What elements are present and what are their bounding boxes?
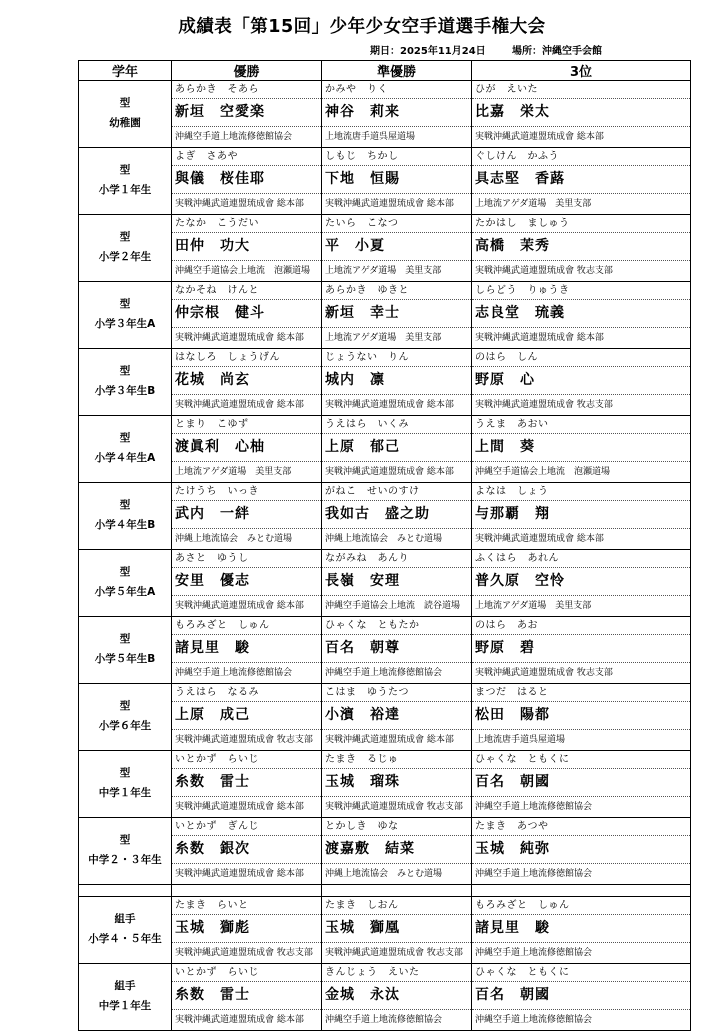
runner-up-kana: うえはら いくみ (322, 416, 471, 434)
table-row (79, 617, 691, 684)
event-type: 型 (119, 231, 131, 244)
runner-up-kana: じょうない りん (322, 349, 471, 367)
third-place-kana: まつだ はると (472, 684, 690, 702)
divider-cell (472, 885, 691, 897)
third-place-club: 沖縄空手道上地流修徳館協会 (475, 948, 593, 958)
runner-up-kana: きんじょう えいた (322, 964, 471, 982)
category-cell (79, 349, 172, 416)
runner-up-kana: たまき しおん (322, 897, 471, 915)
third-place-kana: たかはし ましゅう (472, 215, 690, 233)
winner-kana: なかそね けんと (172, 282, 321, 300)
third-place-name: 与那覇 翔 (472, 501, 690, 529)
runner-up-cell (322, 550, 472, 617)
third-place-club: 沖縄空手道上地流修徳館協会 (475, 802, 593, 812)
winner-cell (172, 416, 322, 483)
table-row (79, 964, 691, 1031)
grade-label: 小学３年生B (94, 385, 156, 397)
winner-name: 花城 尚玄 (172, 367, 321, 395)
runner-up-club: 上地流アゲダ道場 美里支部 (325, 333, 442, 343)
category-cell (79, 81, 172, 148)
header-winner: 優勝 (172, 61, 322, 81)
event-type: 型 (119, 700, 131, 713)
divider-cell (172, 885, 322, 897)
runner-up-club: 実戦沖縄武道連盟琉成會 総本部 (325, 400, 454, 410)
runner-up-club: 実戦沖縄武道連盟琉成會 牧志支部 (325, 948, 463, 958)
runner-up-kana: とかしき ゆな (322, 818, 471, 836)
category-cell (79, 148, 172, 215)
winner-cell (172, 483, 322, 550)
grade-label: 小学６年生 (98, 720, 152, 732)
winner-kana: たけうち いっき (172, 483, 321, 501)
winner-club: 実戦沖縄武道連盟琉成會 牧志支部 (175, 735, 313, 745)
event-type: 型 (119, 97, 131, 110)
third-place-kana: よなは しょう (472, 483, 690, 501)
runner-up-name: 百名 朝尊 (322, 635, 471, 663)
runner-up-cell (322, 617, 472, 684)
third-place-name: 野原 心 (472, 367, 690, 395)
winner-cell (172, 550, 322, 617)
third-place-name: 諸見里 駿 (472, 915, 690, 943)
category-cell (79, 818, 172, 885)
winner-name: 上原 成己 (172, 702, 321, 730)
third-place-cell (472, 282, 691, 349)
runner-up-club: 上地流アゲダ道場 美里支部 (325, 266, 442, 276)
third-place-club: 実戦沖縄武道連盟琉成會 総本部 (475, 534, 604, 544)
grade-label: 小学４年生A (94, 452, 156, 464)
third-place-kana: ひゃくな ともくに (472, 751, 690, 769)
grade-label: 小学４年生B (94, 519, 156, 531)
runner-up-name: 金城 永汰 (322, 982, 471, 1010)
third-place-club: 上地流アゲダ道場 美里支部 (475, 199, 592, 209)
winner-name: 諸見里 駿 (172, 635, 321, 663)
third-place-club: 実戦沖縄武道連盟琉成會 牧志支部 (475, 400, 613, 410)
grade-label: 中学１年生 (98, 1000, 152, 1012)
event-type: 型 (119, 164, 131, 177)
runner-up-kana: がねこ せいのすけ (322, 483, 471, 501)
winner-cell (172, 617, 322, 684)
runner-up-name: 我如古 盛之助 (322, 501, 471, 529)
third-place-cell (472, 818, 691, 885)
runner-up-name: 上原 郁己 (322, 434, 471, 462)
category-cell (79, 416, 172, 483)
third-place-name: 比嘉 栄太 (472, 99, 690, 127)
runner-up-kana: かみや りく (322, 81, 471, 99)
table-row (79, 416, 691, 483)
runner-up-club: 実戦沖縄武道連盟琉成會 総本部 (325, 199, 454, 209)
winner-club: 沖縄上地流協会 みとむ道場 (175, 534, 293, 544)
table-row (79, 349, 691, 416)
winner-cell (172, 349, 322, 416)
runner-up-cell (322, 897, 472, 964)
table-row (79, 897, 691, 964)
winner-club: 実戦沖縄武道連盟琉成會 総本部 (175, 333, 304, 343)
third-place-cell (472, 148, 691, 215)
runner-up-club: 実戦沖縄武道連盟琉成會 総本部 (325, 735, 454, 745)
winner-club: 実戦沖縄武道連盟琉成會 総本部 (175, 199, 304, 209)
grade-label: 小学５年生A (94, 586, 156, 598)
third-place-club: 沖縄空手道上地流修徳館協会 (475, 869, 593, 879)
runner-up-club: 沖縄空手道上地流修徳館協会 (325, 1015, 443, 1025)
winner-cell (172, 215, 322, 282)
winner-kana: たなか こうだい (172, 215, 321, 233)
third-place-club: 実戦沖縄武道連盟琉成會 総本部 (475, 132, 604, 142)
third-place-cell (472, 897, 691, 964)
third-place-name: 松田 陽都 (472, 702, 690, 730)
runner-up-cell (322, 81, 472, 148)
event-type: 型 (119, 365, 131, 378)
runner-up-name: 下地 恒賜 (322, 166, 471, 194)
third-place-kana: もろみざと しゅん (472, 897, 690, 915)
winner-club: 実戦沖縄武道連盟琉成會 総本部 (175, 400, 304, 410)
category-cell (79, 282, 172, 349)
winner-kana: いとかず ぎんじ (172, 818, 321, 836)
grade-label: 幼稚園 (109, 117, 141, 129)
winner-cell (172, 818, 322, 885)
winner-club: 実戦沖縄武道連盟琉成會 総本部 (175, 1015, 304, 1025)
grade-label: 小学３年生A (94, 318, 156, 330)
winner-club: 実戦沖縄武道連盟琉成會 総本部 (175, 869, 304, 879)
event-type: 型 (119, 566, 131, 579)
event-type: 型 (119, 432, 131, 445)
runner-up-kana: しもじ ちかし (322, 148, 471, 166)
third-place-cell (472, 81, 691, 148)
winner-name: 糸数 雷士 (172, 982, 321, 1010)
event-type: 型 (119, 499, 131, 512)
third-place-name: 高橋 茉秀 (472, 233, 690, 261)
winner-club: 沖縄空手道上地流修徳館協会 (175, 132, 293, 142)
winner-kana: はなしろ しょうげん (172, 349, 321, 367)
winner-kana: もろみざと しゅん (172, 617, 321, 635)
third-place-name: 百名 朝國 (472, 769, 690, 797)
category-cell (79, 483, 172, 550)
runner-up-name: 玉城 瑠珠 (322, 769, 471, 797)
divider-cell (322, 885, 472, 897)
third-place-kana: ひが えいた (472, 81, 690, 99)
event-type: 型 (119, 298, 131, 311)
winner-name: 與儀 桜佳耶 (172, 166, 321, 194)
winner-kana: よぎ さあや (172, 148, 321, 166)
table-row (79, 550, 691, 617)
grade-label: 小学４・５年生 (88, 933, 162, 945)
category-cell (79, 897, 172, 964)
third-place-kana: しらどう りゅうき (472, 282, 690, 300)
third-place-cell (472, 349, 691, 416)
runner-up-club: 沖縄上地流協会 みとむ道場 (325, 869, 443, 879)
winner-cell (172, 751, 322, 818)
runner-up-name: 長嶺 安理 (322, 568, 471, 596)
third-place-cell (472, 684, 691, 751)
category-cell (79, 617, 172, 684)
grade-label: 中学２・３年生 (88, 854, 162, 866)
third-place-kana: ふくはら あれん (472, 550, 690, 568)
runner-up-cell (322, 751, 472, 818)
winner-kana: あさと ゆうし (172, 550, 321, 568)
event-date: 期日：2025年11月24日 (370, 46, 486, 57)
divider-cell (79, 885, 172, 897)
winner-cell (172, 964, 322, 1031)
third-place-cell (472, 751, 691, 818)
runner-up-kana: たいら こなつ (322, 215, 471, 233)
category-cell (79, 550, 172, 617)
third-place-name: 普久原 空怜 (472, 568, 690, 596)
runner-up-cell (322, 349, 472, 416)
third-place-kana: ぐしけん かふう (472, 148, 690, 166)
third-place-cell (472, 617, 691, 684)
table-row (79, 751, 691, 818)
section-divider (79, 885, 691, 897)
runner-up-club: 実戦沖縄武道連盟琉成會 牧志支部 (325, 802, 463, 812)
event-type: 組手 (114, 980, 136, 993)
header-third: 3位 (472, 61, 691, 81)
winner-name: 安里 優志 (172, 568, 321, 596)
runner-up-cell (322, 282, 472, 349)
runner-up-club: 実戦沖縄武道連盟琉成會 総本部 (325, 467, 454, 477)
winner-club: 沖縄空手道協会上地流 泡瀬道場 (175, 266, 311, 276)
runner-up-club: 沖縄空手道上地流修徳館協会 (325, 668, 443, 678)
runner-up-cell (322, 818, 472, 885)
table-row (79, 148, 691, 215)
runner-up-name: 平 小夏 (322, 233, 471, 261)
winner-name: 糸数 銀次 (172, 836, 321, 864)
third-place-name: 玉城 純弥 (472, 836, 690, 864)
winner-cell (172, 897, 322, 964)
table-row (79, 215, 691, 282)
winner-kana: うえはら なるみ (172, 684, 321, 702)
results-body (79, 81, 691, 1031)
category-cell (79, 751, 172, 818)
runner-up-name: 城内 凛 (322, 367, 471, 395)
third-place-cell (472, 483, 691, 550)
table-row (79, 684, 691, 751)
header-runner-up: 準優勝 (322, 61, 472, 81)
table-row (79, 282, 691, 349)
table-row (79, 81, 691, 148)
winner-club: 実戦沖縄武道連盟琉成會 牧志支部 (175, 948, 313, 958)
runner-up-cell (322, 483, 472, 550)
third-place-kana: ひゃくな ともくに (472, 964, 690, 982)
winner-name: 玉城 獅彪 (172, 915, 321, 943)
winner-name: 糸数 雷士 (172, 769, 321, 797)
runner-up-kana: ひゃくな ともたか (322, 617, 471, 635)
third-place-kana: のはら しん (472, 349, 690, 367)
third-place-name: 野原 碧 (472, 635, 690, 663)
winner-kana: いとかず らいじ (172, 751, 321, 769)
runner-up-kana: ながみね あんり (322, 550, 471, 568)
winner-club: 実戦沖縄武道連盟琉成會 総本部 (175, 802, 304, 812)
runner-up-cell (322, 416, 472, 483)
winner-club: 沖縄空手道上地流修徳館協会 (175, 668, 293, 678)
winner-name: 武内 一絆 (172, 501, 321, 529)
event-type: 型 (119, 633, 131, 646)
event-type: 型 (119, 767, 131, 780)
third-place-club: 沖縄空手道協会上地流 泡瀬道場 (475, 467, 611, 477)
winner-kana: たまき らいと (172, 897, 321, 915)
winner-kana: いとかず らいじ (172, 964, 321, 982)
winner-cell (172, 148, 322, 215)
category-cell (79, 964, 172, 1031)
table-row (79, 483, 691, 550)
header-row (79, 61, 691, 81)
table-row (79, 818, 691, 885)
runner-up-name: 小濱 裕達 (322, 702, 471, 730)
third-place-kana: うえま あおい (472, 416, 690, 434)
category-cell (79, 684, 172, 751)
grade-label: 小学５年生B (94, 653, 156, 665)
winner-cell (172, 282, 322, 349)
third-place-cell (472, 215, 691, 282)
third-place-name: 百名 朝國 (472, 982, 690, 1010)
runner-up-club: 上地流唐手道呉屋道場 (325, 132, 416, 142)
runner-up-name: 渡嘉敷 結菜 (322, 836, 471, 864)
winner-name: 田仲 功大 (172, 233, 321, 261)
third-place-club: 上地流唐手道呉屋道場 (475, 735, 566, 745)
runner-up-name: 神谷 莉来 (322, 99, 471, 127)
runner-up-cell (322, 148, 472, 215)
third-place-cell (472, 550, 691, 617)
winner-name: 仲宗根 健斗 (172, 300, 321, 328)
winner-cell (172, 684, 322, 751)
third-place-club: 実戦沖縄武道連盟琉成會 牧志支部 (475, 266, 613, 276)
runner-up-kana: たまき るじゅ (322, 751, 471, 769)
runner-up-kana: あらかき ゆきと (322, 282, 471, 300)
third-place-cell (472, 416, 691, 483)
winner-cell (172, 81, 322, 148)
third-place-name: 上間 葵 (472, 434, 690, 462)
runner-up-club: 沖縄空手道協会上地流 読谷道場 (325, 601, 461, 611)
winner-kana: とまり こゆず (172, 416, 321, 434)
runner-up-kana: こはま ゆうたつ (322, 684, 471, 702)
third-place-name: 具志堅 香蕗 (472, 166, 690, 194)
third-place-kana: たまき あつや (472, 818, 690, 836)
third-place-cell (472, 964, 691, 1031)
third-place-club: 上地流アゲダ道場 美里支部 (475, 601, 592, 611)
third-place-club: 実戦沖縄武道連盟琉成會 牧志支部 (475, 668, 613, 678)
runner-up-cell (322, 964, 472, 1031)
event-type: 組手 (114, 913, 136, 926)
winner-kana: あらかき そあら (172, 81, 321, 99)
runner-up-name: 新垣 幸士 (322, 300, 471, 328)
category-cell (79, 215, 172, 282)
winner-club: 上地流アゲダ道場 美里支部 (175, 467, 292, 477)
header-category: 学年 (79, 61, 172, 81)
runner-up-cell (322, 684, 472, 751)
results-table (78, 60, 691, 1031)
runner-up-cell (322, 215, 472, 282)
grade-label: 小学２年生 (98, 251, 152, 263)
third-place-club: 沖縄空手道上地流修徳館協会 (475, 1015, 593, 1025)
third-place-club: 実戦沖縄武道連盟琉成會 総本部 (475, 333, 604, 343)
grade-label: 中学１年生 (98, 787, 152, 799)
third-place-name: 志良堂 琉義 (472, 300, 690, 328)
winner-name: 新垣 空愛楽 (172, 99, 321, 127)
third-place-kana: のはら あお (472, 617, 690, 635)
winner-name: 渡眞利 心柚 (172, 434, 321, 462)
page-title: 成績表「第15回」少年少女空手道選手権大会 (178, 17, 546, 37)
winner-club: 実戦沖縄武道連盟琉成會 総本部 (175, 601, 304, 611)
grade-label: 小学１年生 (98, 184, 152, 196)
runner-up-name: 玉城 獅凰 (322, 915, 471, 943)
runner-up-club: 沖縄上地流協会 みとむ道場 (325, 534, 443, 544)
event-type: 型 (119, 834, 131, 847)
event-venue: 場所：沖縄空手会館 (512, 46, 602, 57)
